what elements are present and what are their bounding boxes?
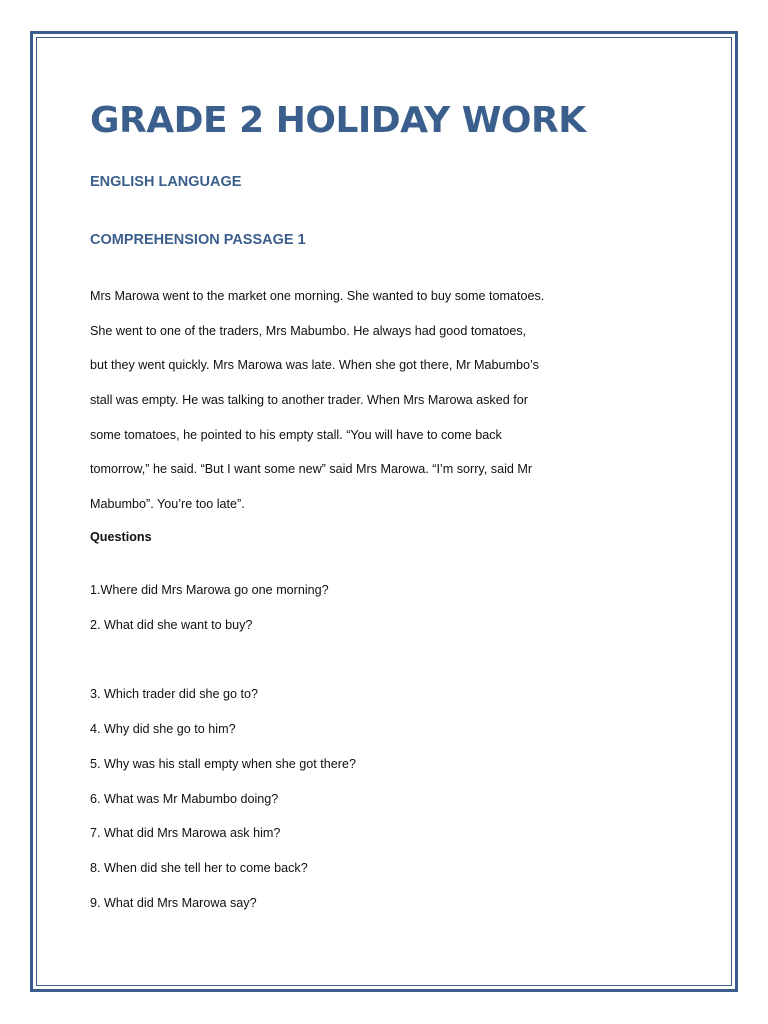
questions-heading: Questions [90, 530, 152, 544]
question-item: 5. Why was his stall empty when she got there? [90, 757, 356, 771]
question-item: 2. What did she want to buy? [90, 618, 253, 632]
passage-line: She went to one of the traders, Mrs Mabumbo. He always had good tomatoes, [90, 323, 527, 338]
question-item: 8. When did she tell her to come back? [90, 861, 308, 875]
passage-line: some tomatoes, he pointed to his empty stall. “You will have to come back [90, 427, 502, 442]
passage-line: tomorrow,” he said. “But I want some new” said Mrs Marowa. “I’m sorry, said Mr [90, 462, 533, 477]
question-item: 1.Where did Mrs Marowa go one morning? [90, 583, 329, 597]
section-heading: COMPREHENSION PASSAGE 1 [90, 232, 306, 248]
question-item: 7. What did Mrs Marowa ask him? [90, 826, 281, 840]
comprehension-passage [90, 287, 650, 530]
document-title: GRADE 2 HOLIDAY WORK [90, 100, 586, 141]
subject-heading: ENGLISH LANGUAGE [90, 174, 242, 190]
question-item: 3. Which trader did she go to? [90, 687, 259, 701]
question-item: 4. Why did she go to him? [90, 722, 236, 736]
question-item: 9. What did Mrs Marowa say? [90, 896, 257, 910]
passage-line: stall was empty. He was talking to another trader. When Mrs Marowa asked for [90, 393, 528, 408]
passage-line: but they went quickly. Mrs Marowa was late. When she got there, Mr Mabumbo’s [90, 358, 539, 373]
passage-line: Mrs Marowa went to the market one morning. She wanted to buy some tomatoes. [90, 289, 545, 303]
question-item: 6. What was Mr Mabumbo doing? [90, 792, 279, 806]
passage-line: Mabumbo”. You’re too late”. [90, 497, 245, 512]
